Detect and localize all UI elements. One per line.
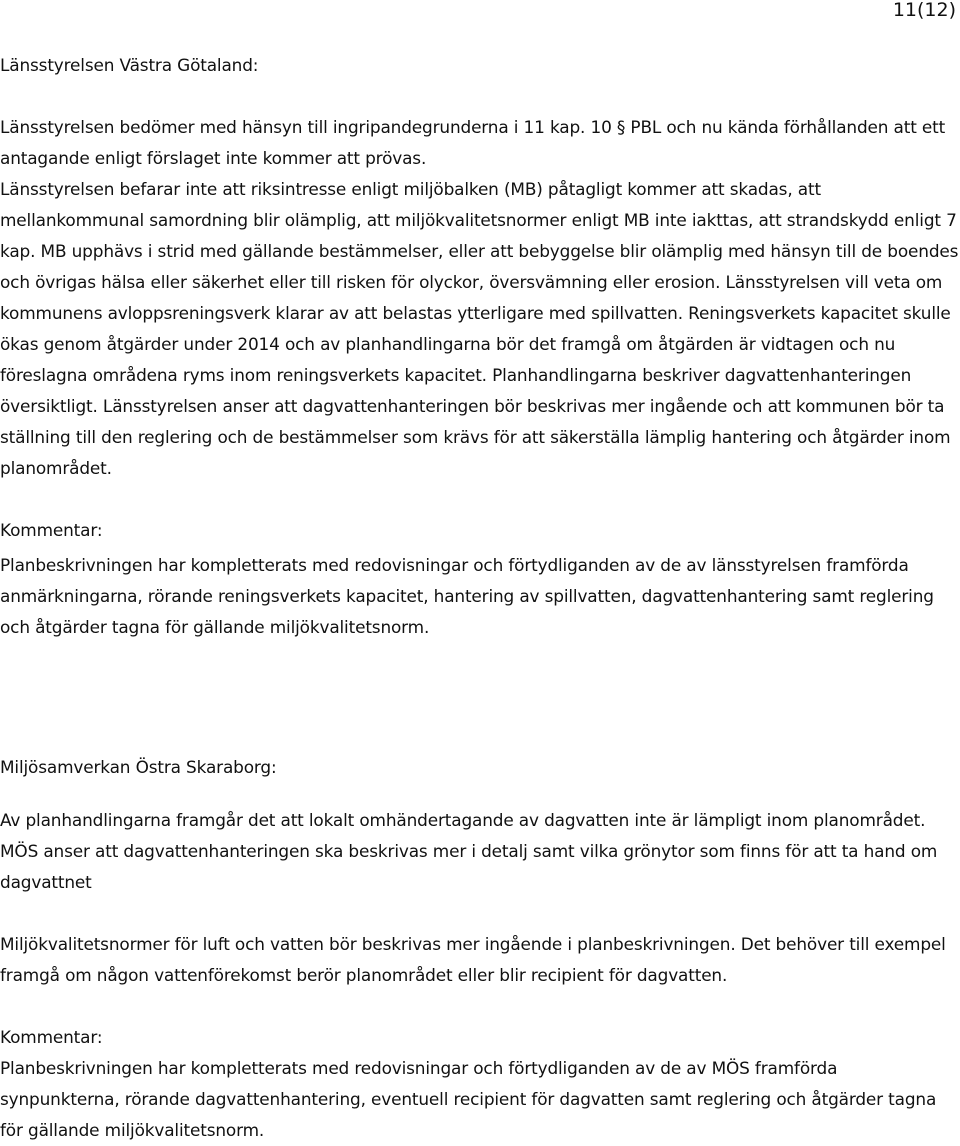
page-number: 11(12) bbox=[892, 0, 956, 21]
lansstyrelsen-paragraph-2: Länsstyrelsen befarar inte att riksintresse enligt miljöbalken (MB) påtagligt kommer att skadas, att mellankommunal samordning blir olämplig, att miljökvalitetsnormer enligt MB inte iakttas, att strandskydd enligt 7 kap. MB upphävs i strid med gällande bestämmelser, eller att bebyggelse blir olämplig med hänsyn till de boendes och övrigas hälsa eller säkerhet eller till risken för olyckor, översvämning eller erosion. Länsstyrelsen vill veta om kommunens avloppsreningsverk klarar av att belastas ytterligare med spillvatten. Reningsverkets kapacitet skulle ökas genom åtgärder under 2014 och av planhandlingarna bör det framgå om åtgärden är vidtagen och nu föreslagna områdena ryms inom reningsverkets kapacitet. Planhandlingarna beskriver dagvattenhanteringen översiktligt. Länsstyrelsen anser att dagvattenhanteringen bör beskrivas mer ingående och att kommunen bör ta ställning till den reglering och de bestämmelser som krävs för att säkerställa lämplig hantering och åtgärder inom planområdet. bbox=[0, 179, 959, 478]
lansstyrelsen-paragraph-1: Länsstyrelsen bedömer med hänsyn till ingripandegrunderna i 11 kap. 10 § PBL och nu kända förhållanden att ett antagande enligt förslaget inte kommer att prövas. bbox=[0, 117, 946, 168]
mos-comment-label: Kommentar: bbox=[0, 1027, 103, 1047]
lansstyrelsen-comment-text: Planbeskrivningen har kompletterats med redovisningar och förtydliganden av de av länsstyrelsen framförda anmärkningarna, rörande reningsverkets kapacitet, hantering av spillvatten, dagvattenhantering samt reglering och åtgärder tagna för gällande miljökvalitetsnorm. bbox=[0, 555, 934, 637]
section-heading-mos: Miljösamverkan Östra Skaraborg: bbox=[0, 757, 277, 777]
mos-paragraph-2: Miljökvalitetsnormer för luft och vatten bör beskrivas mer ingående i planbeskrivningen. Det behöver till exempel framgå om någon vattenförekomst berör planområdet eller blir recipient för dagvatten. bbox=[0, 934, 946, 985]
mos-paragraph-1: Av planhandlingarna framgår det att lokalt omhändertagande av dagvatten inte är lämpligt inom planområdet. MÖS anser att dagvattenhanteringen ska beskrivas mer i detalj samt vilka grönytor som finns för att ta hand om dagvattnet bbox=[0, 810, 938, 892]
document-body bbox=[0, 50, 960, 1146]
section-heading-lansstyrelsen: Länsstyrelsen Västra Götaland: bbox=[0, 55, 259, 75]
lansstyrelsen-comment-label: Kommentar: bbox=[0, 520, 103, 540]
mos-comment-text: Planbeskrivningen har kompletterats med redovisningar och förtydliganden av de av MÖS framförda synpunkterna, rörande dagvattenhantering, eventuell recipient för dagvatten samt reglering och åtgärder tagna för gällande miljökvalitetsnorm. bbox=[0, 1058, 937, 1140]
